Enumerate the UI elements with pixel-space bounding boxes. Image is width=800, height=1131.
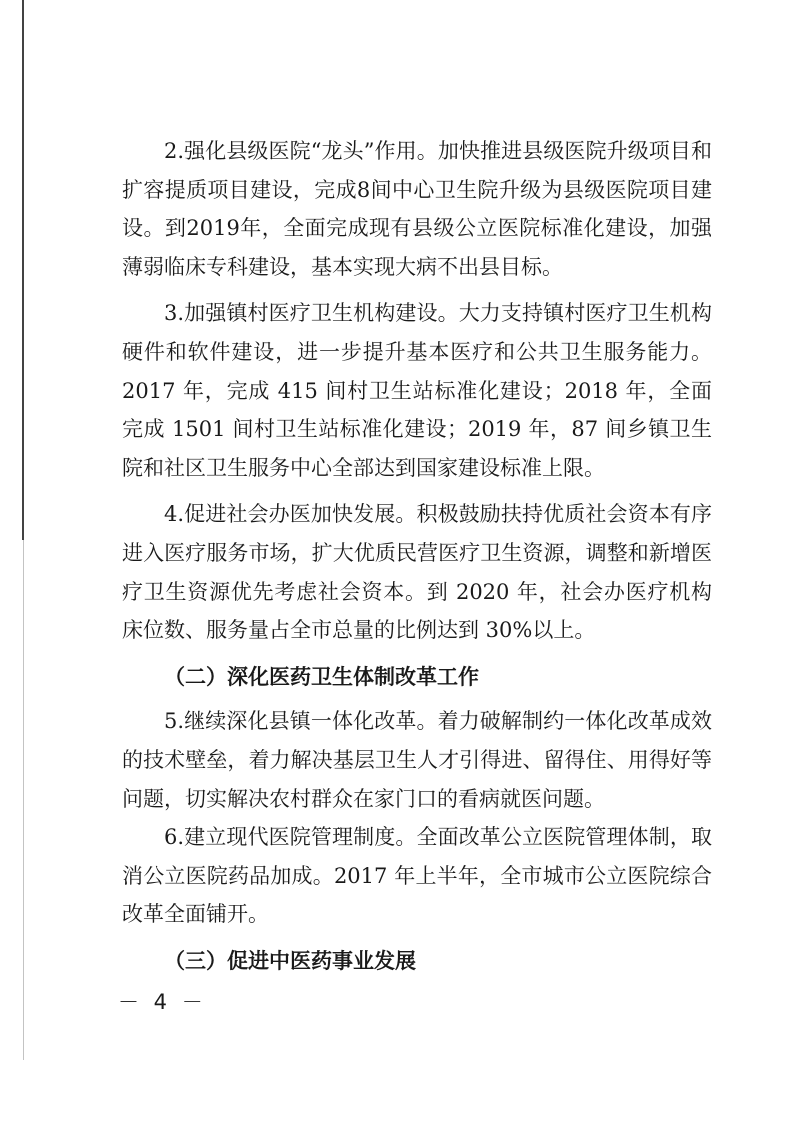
scan-edge-line: [22, 0, 24, 540]
page-number: － 4 －: [118, 990, 207, 1014]
section-heading-3: （三）促进中医药事业发展: [164, 947, 416, 973]
document-body: [122, 132, 712, 986]
section-heading-2: （二）深化医药卫生体制改革工作: [164, 663, 479, 689]
paragraph-3: 3.加强镇村医疗卫生机构建设。大力支持镇村医疗卫生机构硬件和软件建设，进一步提升基本医疗和公共卫生服务能力。2017 年，完成 415 间村卫生站标准化建设；2018 年，全面完成 1501 间村卫生站标准化建设；2019 年，87 间乡镇卫生院和社区卫生服务中心全部达到国家建设标准上限。: [122, 301, 712, 480]
scan-edge-line-faint: [23, 540, 24, 1060]
paragraph-5: 5.继续深化县镇一体化改革。着力破解制约一体化改革成效的技术壁垒，着力解决基层卫生人才引得进、留得住、用得好等问题，切实解决农村群众在家门口的看病就医问题。: [122, 709, 712, 811]
paragraph-4: 4.促进社会办医加快发展。积极鼓励扶持优质社会资本有序进入医疗服务市场，扩大优质民营医疗卫生资源，调整和新增医疗卫生资源优先考虑社会资本。到 2020 年，社会办医疗机构床位数、服务量占全市总量的比例达到 30%以上。: [122, 502, 712, 643]
paragraph-6: 6.建立现代医院管理制度。全面改革公立医院管理体制，取消公立医院药品加成。2017 年上半年，全市城市公立医院综合改革全面铺开。: [122, 825, 712, 927]
paragraph-2: 2.强化县级医院“龙头”作用。加快推进县级医院升级项目和扩容提质项目建设，完成8间中心卫生院升级为县级医院项目建设。到2019年，全面完成现有县级公立医院标准化建设，加强薄弱临床专科建设，基本实现大病不出县目标。: [122, 139, 712, 279]
